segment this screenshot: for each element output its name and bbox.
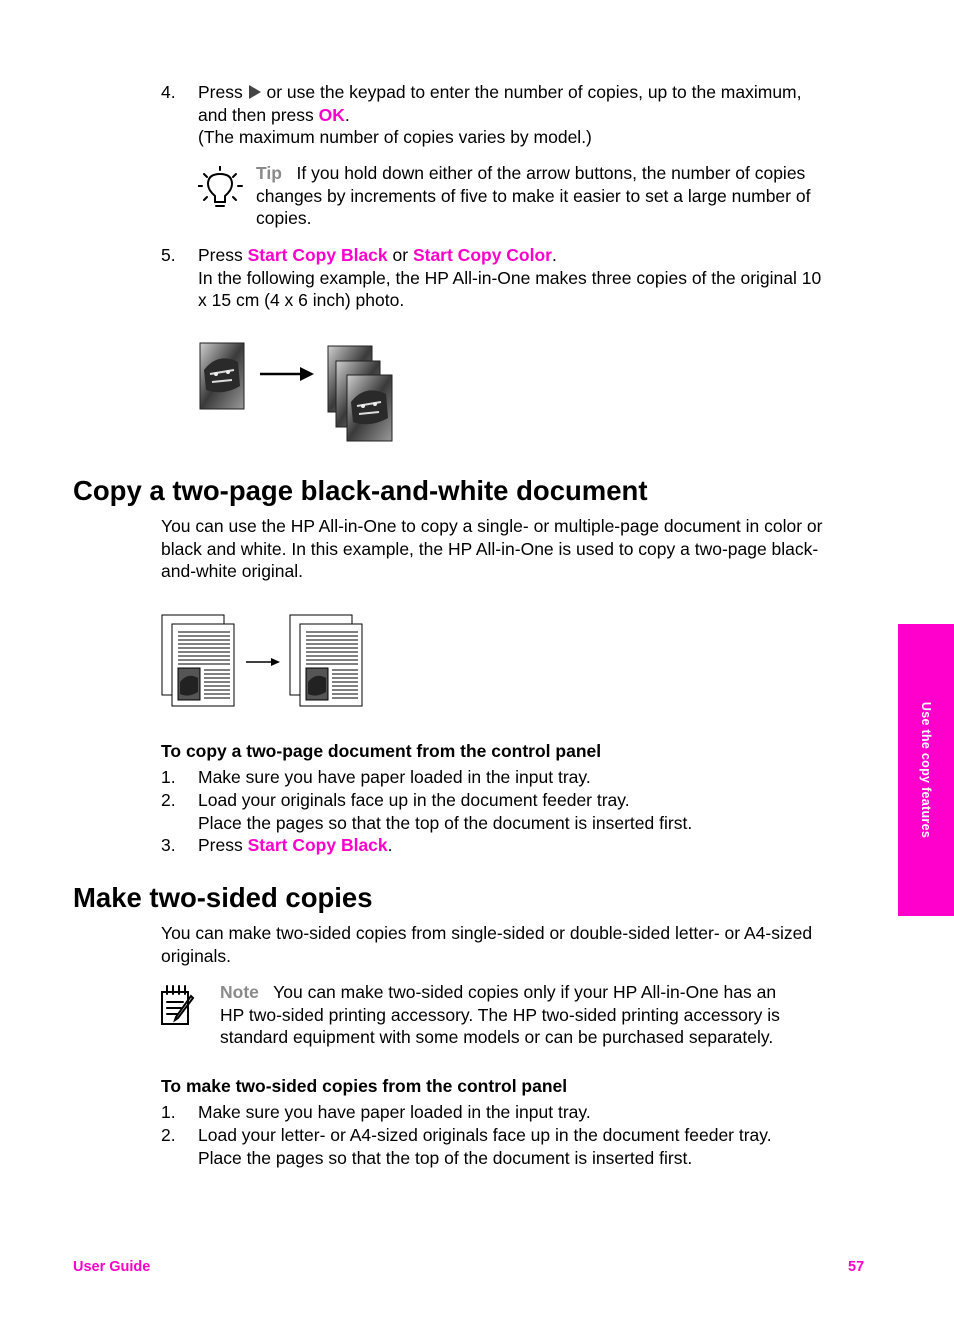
lightbulb-icon <box>198 166 244 214</box>
chapter-side-tab <box>898 624 954 916</box>
step-text: Press Start Copy Black. <box>198 835 393 855</box>
step-number: 1. <box>161 1102 176 1122</box>
step-text: Load your letter- or A4-sized originals face up in the document feeder tray. Place the pages so that the top of the document is inserted first. <box>198 1125 772 1168</box>
section-title: Make two-sided copies <box>73 882 373 913</box>
step-number: 1. <box>161 767 176 787</box>
two-page-document-illustration <box>160 612 366 708</box>
step-number: 2. <box>161 1125 176 1145</box>
ok-button-label: OK <box>318 104 345 125</box>
tiger-photo-original <box>200 343 244 409</box>
procedure-title: To make two-sided copies from the control panel <box>161 1076 568 1096</box>
note-box: Note You can make two-sided copies only if your HP All-in-One has an HP two-sided printing accessory. The HP two-sided printing accessory is standard equipment with some models or can be purchased separately. <box>220 982 780 1047</box>
step-number: 3. <box>161 835 176 855</box>
section-intro: You can make two-sided copies from single-sided or double-sided letter- or A4-sized originals. <box>161 923 813 966</box>
start-copy-color-label: Start Copy Color <box>412 245 552 265</box>
start-copy-black-label: Start Copy Black <box>247 245 388 265</box>
step-text: Make sure you have paper loaded in the input tray. <box>198 767 591 787</box>
chapter-side-tab-label: Use the copy features <box>919 701 933 839</box>
notepad-icon <box>160 984 196 1028</box>
step-5: Press Start Copy Black or Start Copy Color. In the following example, the HP All-in-One makes three copies of the original 10 x 15 cm (4 x 6 inch) photo. <box>198 245 822 310</box>
page-number: 57 <box>848 1259 865 1275</box>
original-pages <box>162 615 234 706</box>
procedure-title: To copy a two-page document from the control panel <box>161 741 602 761</box>
copied-pages <box>290 615 362 706</box>
photo-copies-illustration <box>198 340 398 445</box>
start-copy-black-label: Start Copy Black <box>247 835 388 855</box>
section-intro: You can use the HP All-in-One to copy a single- or multiple-page document in color or black and white. In this example, the HP All-in-One is used to copy a two-page black- and-white original. <box>161 516 823 581</box>
step-number: 5. <box>161 245 176 265</box>
step-number: 4. <box>161 82 176 102</box>
tip-label: Tip <box>256 163 282 183</box>
tip-box: Tip If you hold down either of the arrow buttons, the number of copies changes by increments of five to make it easier to set a large number of copies. <box>256 163 811 228</box>
arrow-right-icon <box>248 84 262 100</box>
footer-guide-name: User Guide <box>73 1259 151 1275</box>
tiger-photo-copy-3 <box>347 375 392 441</box>
step-number: 2. <box>161 790 176 810</box>
note-label: Note <box>220 982 259 1002</box>
step-text: Make sure you have paper loaded in the input tray. <box>198 1102 591 1122</box>
step-text: Load your originals face up in the document feeder tray. Place the pages so that the top of the document is inserted first. <box>198 790 693 833</box>
section-title: Copy a two-page black-and-white document <box>73 475 648 506</box>
step-4: Press or use the keypad to enter the number of copies, up to the maximum, and then press OK. (The maximum number of copies varies by model.) <box>198 82 802 147</box>
